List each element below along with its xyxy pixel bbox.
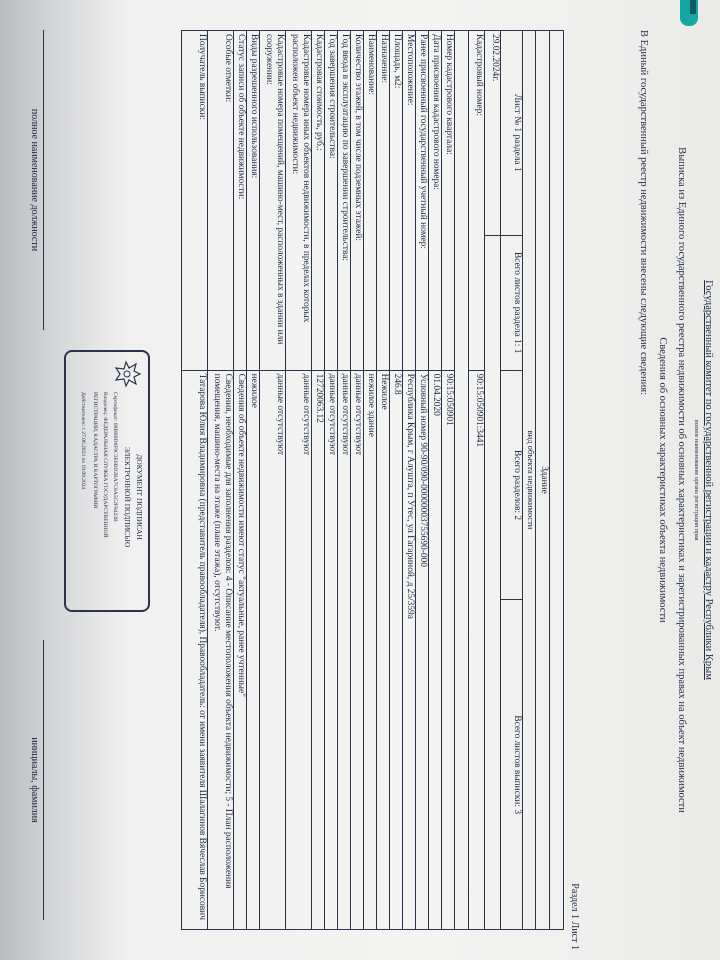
object-type: Здание (536, 31, 550, 930)
row-label: Наименование: (364, 31, 377, 371)
table-row (338, 31, 351, 930)
signature-owner: Владелец: ФЕДЕРАЛЬНАЯ СЛУЖБА ГОСУДАРСТВЕННОЙ (102, 392, 108, 538)
row-value: нежилое здание (364, 370, 377, 929)
row-label: Год завершения строительства: (325, 31, 338, 371)
registrar-name: Государственный комитет по государственной регистрации и кадастру Республики Крым (703, 280, 714, 680)
signature-owner2: РЕГИСТРАЦИИ, КАДАСТРА И КАРТОГРАФИИ (92, 392, 98, 509)
initials-caption: инициалы, фамилия (29, 737, 40, 823)
electronic-signature-stamp (64, 350, 150, 612)
row-value: Нежилое (377, 370, 390, 929)
blank-row (455, 31, 469, 930)
table-row (247, 31, 260, 930)
initials-line (43, 640, 44, 920)
extract-date: 29.02.2024г. (485, 31, 501, 236)
row-value: Сведения об объекте недвижимости имеют статус "актуальные, ранее учтенные" (234, 370, 247, 929)
row-label: Ранее присвоенный государственный учетный номер: (416, 31, 429, 371)
signature-cert: Сертификат: 00BB0D0F9C3E6BD2BA7C8A5C2F8423B (112, 392, 118, 522)
characteristics-table (181, 30, 564, 930)
table-row (377, 31, 390, 930)
table-row (325, 31, 338, 930)
table-row (260, 31, 286, 930)
signed-line1: ДОКУМЕНТ ПОДПИСАН (135, 454, 144, 540)
row-value: нежилое (247, 370, 260, 929)
table-row (286, 31, 312, 930)
row-value: 01.04.2020 (429, 370, 442, 929)
table-row (403, 31, 416, 930)
cadastral-number-value: 90:15:050901:3441 (469, 370, 485, 929)
row-value: 90:15:050901 (442, 370, 455, 929)
row-label: Получатель выписки: (182, 31, 208, 371)
row-value: данные отсутствуют (351, 370, 364, 929)
intro-text: В Единый государственный реестр недвижимости внесены следующие сведения: (638, 30, 649, 396)
row-label: Количество этажей, в том числе подземных этажей: (351, 31, 364, 371)
row-value: Сведения, необходимые для заполнения разделов: 4 - Описание местоположения объекта недвижимости; 5 - План расположения помещения, машино-места на этаже (плане этажа), отсутствуют. (208, 370, 234, 929)
row-label: Год ввода в эксплуатацию по завершении строительства: (338, 31, 351, 371)
row-label: Дата присвоения кадастрового номера: (429, 31, 442, 371)
row-label: Назначение: (377, 31, 390, 371)
table-row (429, 31, 442, 930)
section-label: Раздел 1 Лист 1 (569, 883, 580, 950)
position-line (43, 30, 44, 330)
sheet-no: Лист № 1 раздела 1 (501, 31, 523, 236)
row-label: Площадь, м2: (390, 31, 403, 371)
table-row (234, 31, 247, 930)
table-row (442, 31, 455, 930)
row-value: данные отсутствуют (325, 370, 338, 929)
registrar-note: полное наименование органа регистрации прав (693, 419, 699, 541)
table-row (416, 31, 429, 930)
sections-total: Всего разделов: 2 (501, 370, 523, 600)
extract-title: Выписка из Единого государственного реестра недвижимости об основных характеристиках и зарегистрированных правах на объект недвижимости (676, 147, 687, 813)
empty-cell (485, 235, 501, 929)
characteristics-rows (182, 31, 455, 930)
row-label: Местоположение: (403, 31, 416, 371)
row-value: Татарова Юлия Владимировна (представитель правообладателя), Правообладатель: от имени заявителя Шалагинов Вячеслав Борисович (182, 370, 208, 929)
eagle-emblem-icon (112, 360, 142, 388)
position-caption: полное наименование должности (29, 108, 40, 252)
row-value: 12720063.12 (312, 370, 325, 929)
row-label: Номер кадастрового квартала: (442, 31, 455, 371)
blank-row (550, 31, 564, 930)
row-label: Виды разрешенного использования: (247, 31, 260, 371)
sheets-in-section: Всего листов раздела 1: 1 (501, 235, 523, 370)
row-label: Статус записи об объекте недвижимости: (234, 31, 247, 371)
object-type-caption: вид объекта недвижимости (523, 31, 536, 930)
row-value: Условный номер 90-90/090-00000003755690-000 (416, 370, 429, 929)
row-label: Особые отметки: (208, 31, 234, 371)
table-row (364, 31, 377, 930)
signature-valid: Действителен: с 27.06.2023 по 19.09.2024 (80, 392, 86, 490)
table-row (390, 31, 403, 930)
cadastral-number-label: Кадастровый номер: (469, 31, 485, 371)
row-value: данные отсутствуют (260, 370, 286, 929)
row-label: Кадастровая стоимость, руб.: (312, 31, 325, 371)
row-label: Кадастровые номера помещений, машино-мест, расположенных в здании или сооружении: (260, 31, 286, 371)
info-title: Сведения об основных характеристиках объекта недвижимости (657, 337, 668, 623)
table-row (351, 31, 364, 930)
table-row (312, 31, 325, 930)
signed-line2: ЭЛЕКТРОННОЙ ПОДПИСЬЮ (123, 446, 132, 548)
row-label: Кадастровые номера иных объектов недвижимости, в пределах которых расположен объект недвижимости: (286, 31, 312, 371)
table-row (208, 31, 234, 930)
sheets-total: Всего листов выписки: 3 (501, 600, 523, 930)
row-value: данные отсутствуют (338, 370, 351, 929)
row-value: Республика Крым, г Алушта, п Утес, ул Гагариной, д 25/359а (403, 370, 416, 929)
row-value: 246.8 (390, 370, 403, 929)
row-value: данные отсутствуют (286, 370, 312, 929)
table-row (182, 31, 208, 930)
